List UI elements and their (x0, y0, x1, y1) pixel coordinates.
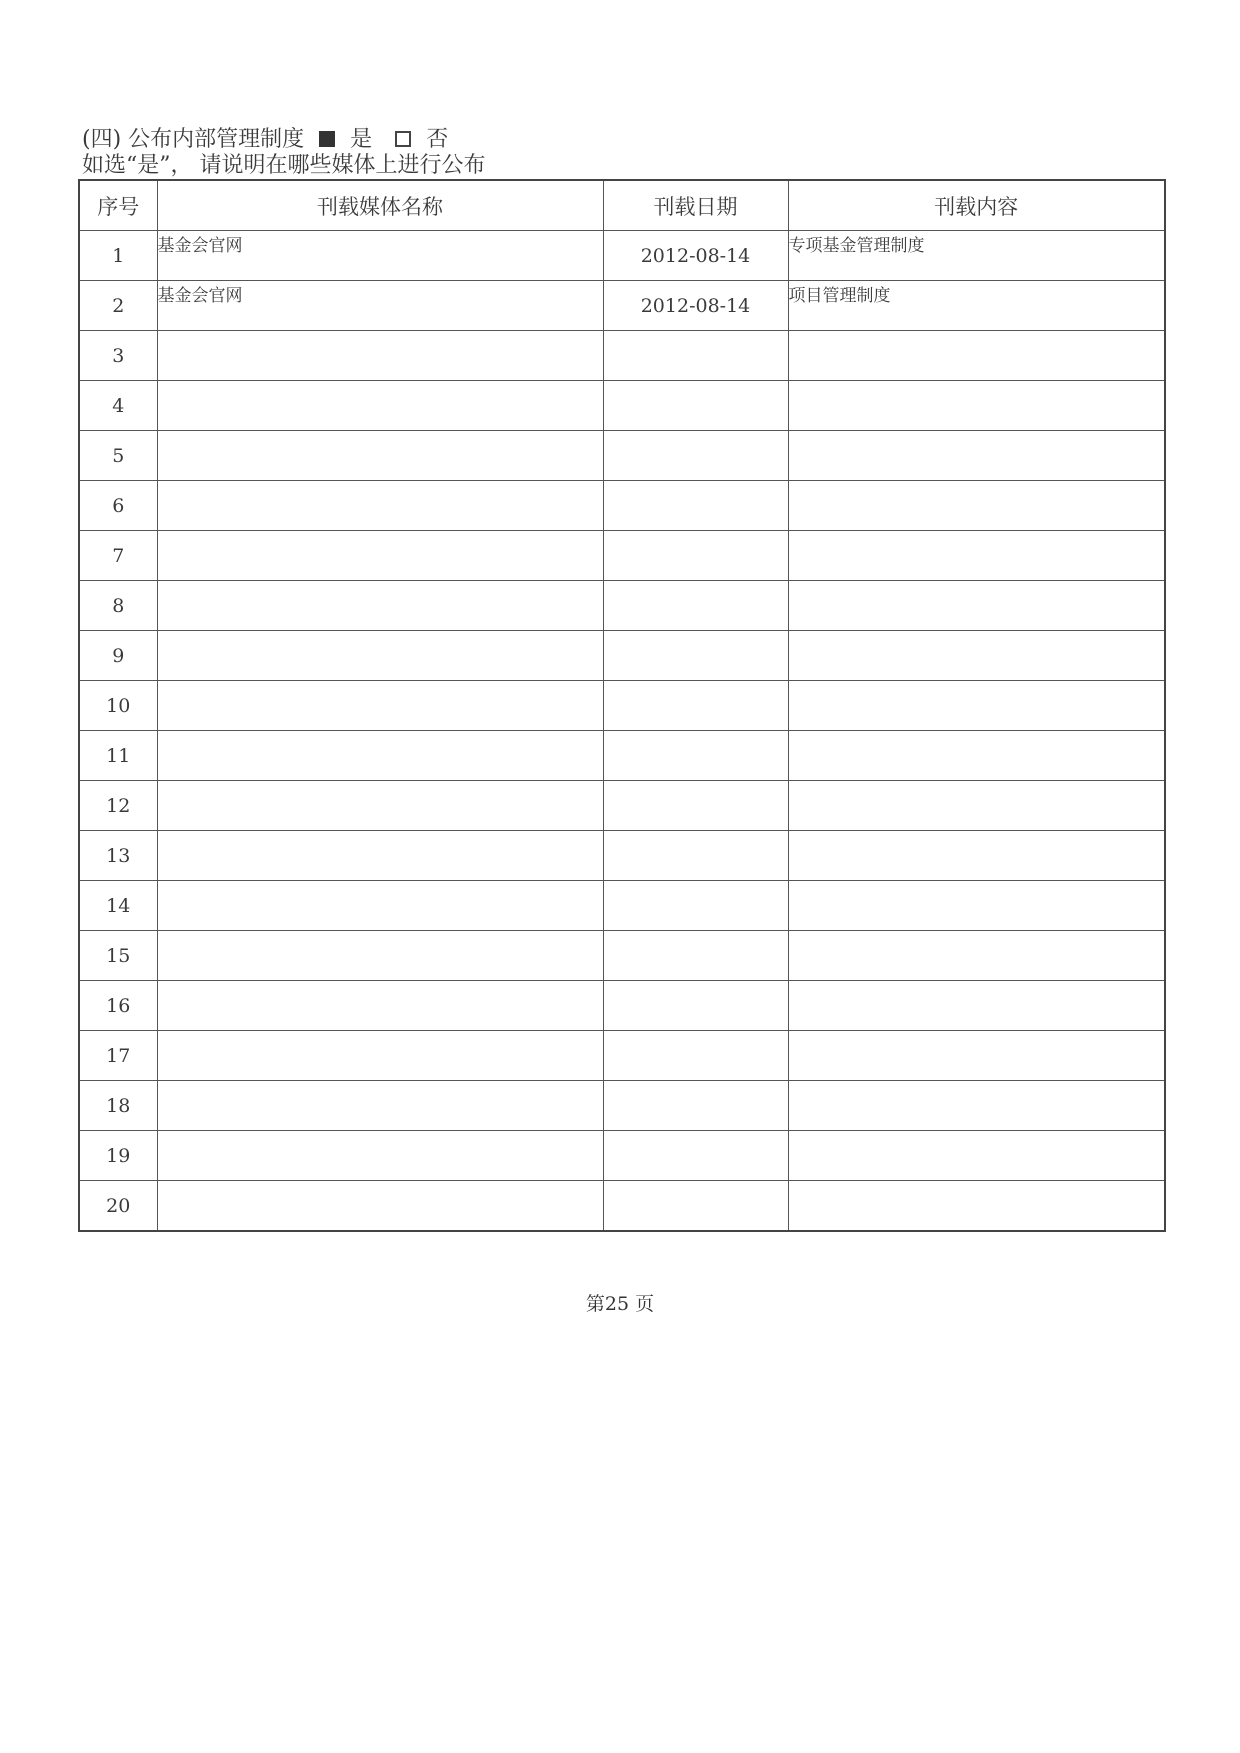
row-number-cell: 3 (79, 331, 157, 381)
publish-date-cell (603, 681, 788, 731)
publish-date-cell (603, 1031, 788, 1081)
publish-content-cell (788, 1131, 1165, 1181)
media-name-cell (157, 381, 603, 431)
publish-date-cell (603, 1181, 788, 1232)
media-name-cell (157, 481, 603, 531)
no-checkbox[interactable] (395, 131, 411, 147)
publish-date-cell (603, 381, 788, 431)
yes-checkbox[interactable] (319, 131, 335, 147)
media-name-cell (157, 631, 603, 681)
media-name-cell (157, 781, 603, 831)
table-row (79, 731, 1165, 781)
publish-content-cell (788, 331, 1165, 381)
table-body (79, 231, 1165, 1232)
row-number-cell: 19 (79, 1131, 157, 1181)
media-name-cell (157, 731, 603, 781)
table-row (79, 481, 1165, 531)
media-name-cell (157, 681, 603, 731)
row-number-cell: 18 (79, 1081, 157, 1131)
header-no: 序号 (79, 180, 157, 231)
table-row (79, 1181, 1165, 1232)
media-name-cell (157, 1181, 603, 1232)
row-number-cell: 10 (79, 681, 157, 731)
publish-date-cell (603, 881, 788, 931)
media-name-cell (157, 1081, 603, 1131)
table-row (79, 231, 1165, 281)
publish-content-cell (788, 481, 1165, 531)
table-row (79, 631, 1165, 681)
table-row (79, 881, 1165, 931)
row-number-cell: 15 (79, 931, 157, 981)
publish-content-cell (788, 381, 1165, 431)
publish-content-cell (788, 1031, 1165, 1081)
publish-date-cell (603, 531, 788, 581)
header-media: 刊载媒体名称 (157, 180, 603, 231)
table-row (79, 681, 1165, 731)
table-row (79, 531, 1165, 581)
row-number-cell: 6 (79, 481, 157, 531)
publish-content-cell (788, 981, 1165, 1031)
table-row (79, 381, 1165, 431)
row-number-cell: 4 (79, 381, 157, 431)
table-row (79, 1081, 1165, 1131)
publish-content-cell (788, 931, 1165, 981)
row-number-cell: 1 (79, 231, 157, 281)
table-row (79, 331, 1165, 381)
instruction-text: 如选“是”， 请说明在哪些媒体上进行公布 (82, 153, 486, 178)
publish-date-cell (603, 731, 788, 781)
table-header-row (79, 180, 1165, 231)
publish-content-cell (788, 1181, 1165, 1232)
table-row (79, 1131, 1165, 1181)
row-number-cell: 14 (79, 881, 157, 931)
publish-date-cell (603, 481, 788, 531)
publish-content-cell (788, 681, 1165, 731)
publish-date-cell: 2012-08-14 (603, 281, 788, 331)
publish-content-cell (788, 881, 1165, 931)
no-label: 否 (426, 127, 449, 152)
page-number: 第25 页 (585, 1293, 655, 1315)
publish-content-cell (788, 431, 1165, 481)
yes-label: 是 (350, 127, 373, 152)
publication-table (78, 179, 1166, 1232)
row-number-cell: 17 (79, 1031, 157, 1081)
media-name-cell (157, 1131, 603, 1181)
table-row (79, 931, 1165, 981)
row-number-cell: 12 (79, 781, 157, 831)
media-name-cell (157, 881, 603, 931)
publish-date-cell (603, 431, 788, 481)
table-row (79, 781, 1165, 831)
media-name-cell (157, 431, 603, 481)
table-row (79, 1031, 1165, 1081)
publish-date-cell (603, 781, 788, 831)
row-number-cell: 11 (79, 731, 157, 781)
publish-content-cell (788, 631, 1165, 681)
row-number-cell: 20 (79, 1181, 157, 1232)
table-row (79, 831, 1165, 881)
section-heading (82, 128, 456, 152)
row-number-cell: 7 (79, 531, 157, 581)
media-name-cell (157, 331, 603, 381)
media-name-cell (157, 981, 603, 1031)
media-name-cell: 基金会官网 (157, 281, 603, 331)
publish-content-cell (788, 581, 1165, 631)
media-name-cell (157, 531, 603, 581)
publish-content-cell (788, 1081, 1165, 1131)
media-name-cell: 基金会官网 (157, 231, 603, 281)
publish-date-cell (603, 581, 788, 631)
publish-date-cell (603, 1131, 788, 1181)
media-name-cell (157, 931, 603, 981)
table-row (79, 581, 1165, 631)
table-row (79, 281, 1165, 331)
table-row (79, 981, 1165, 1031)
table-row (79, 431, 1165, 481)
publish-date-cell (603, 1081, 788, 1131)
publish-content-cell (788, 781, 1165, 831)
section-title: (四) 公布内部管理制度 (82, 127, 305, 152)
row-number-cell: 13 (79, 831, 157, 881)
header-date: 刊载日期 (603, 180, 788, 231)
publish-date-cell: 2012-08-14 (603, 231, 788, 281)
media-name-cell (157, 831, 603, 881)
row-number-cell: 2 (79, 281, 157, 331)
publish-date-cell (603, 981, 788, 1031)
row-number-cell: 5 (79, 431, 157, 481)
publish-content-cell: 专项基金管理制度 (788, 231, 1165, 281)
publish-content-cell: 项目管理制度 (788, 281, 1165, 331)
publish-date-cell (603, 631, 788, 681)
header-content: 刊载内容 (788, 180, 1165, 231)
publish-date-cell (603, 331, 788, 381)
publish-content-cell (788, 531, 1165, 581)
publish-content-cell (788, 831, 1165, 881)
row-number-cell: 16 (79, 981, 157, 1031)
row-number-cell: 8 (79, 581, 157, 631)
publish-date-cell (603, 831, 788, 881)
publish-content-cell (788, 731, 1165, 781)
row-number-cell: 9 (79, 631, 157, 681)
media-name-cell (157, 1031, 603, 1081)
media-name-cell (157, 581, 603, 631)
publish-date-cell (603, 931, 788, 981)
